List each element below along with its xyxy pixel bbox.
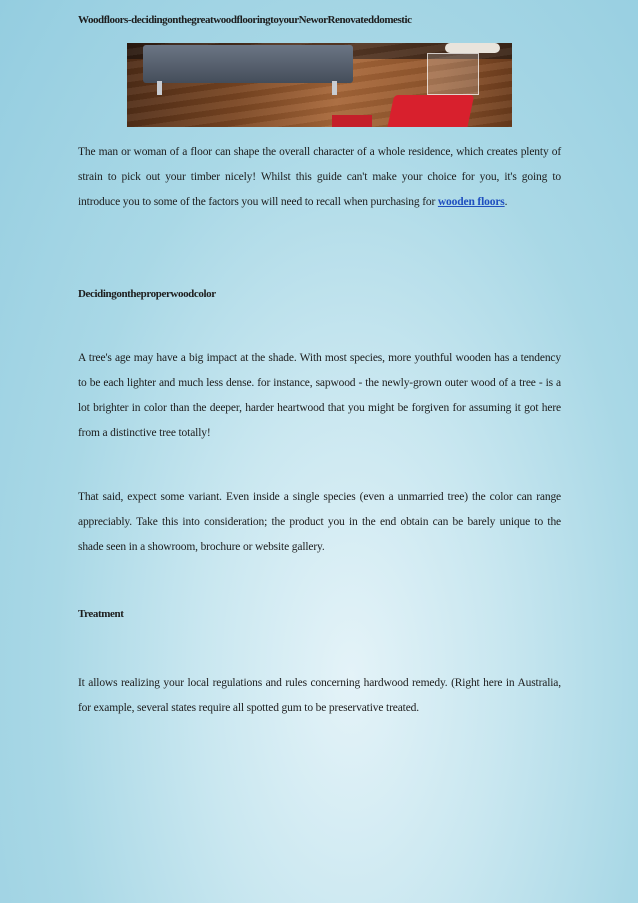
paragraph-intro xyxy=(78,140,561,215)
paragraph-tree-age: A tree's age may have a big impact at the shade. With most species, more youthful wooden has a tendency to be each lighter and much less dense. for instance, sapwood - the newly-grown outer wood of a tree - is a lot brighter in color than the deeper, harder heartwood that you might be forgiven for assuming it got here from a distinctive tree totally! xyxy=(78,352,561,439)
heading-treatment: Treatment xyxy=(78,608,124,620)
wooden-floors-link[interactable]: wooden floors xyxy=(437,196,505,208)
red-chair-shape xyxy=(386,95,475,127)
heading-choosing-wood-color: Decidingontheproperwoodcolor xyxy=(78,288,216,300)
paragraph-intro-end: . xyxy=(504,196,508,208)
paragraph-intro-text: The man or woman of a floor can shape the overall character of a whole residence, which creates plenty of strain to pick out your timber nicely! Whilst this guide can't make your choice for you, it's going to introduce you to some of the factors you will need to recall when purchasing for xyxy=(78,146,561,208)
sofa-shape xyxy=(143,45,353,83)
hero-image-wooden-floor-living-room xyxy=(127,43,512,127)
paragraph-color-variation: That said, expect some variant. Even inside a single species (even a unmarried tree) the color can range appreciably. Take this into consideration; the product you in the end obtain can be barely unique to the shade seen in a showroom, brochure or website gallery. xyxy=(78,491,561,553)
page-title: Woodfloors-decidingonthegreatwoodflooringtoyourNeworRenovateddomestic xyxy=(78,14,412,26)
paragraph-treatment: It allows realizing your local regulations and rules concerning hardwood remedy. (Right here in Australia, for example, several states require all spotted gum to be preservative treated. xyxy=(78,677,561,714)
glass-table-shape xyxy=(427,53,479,95)
